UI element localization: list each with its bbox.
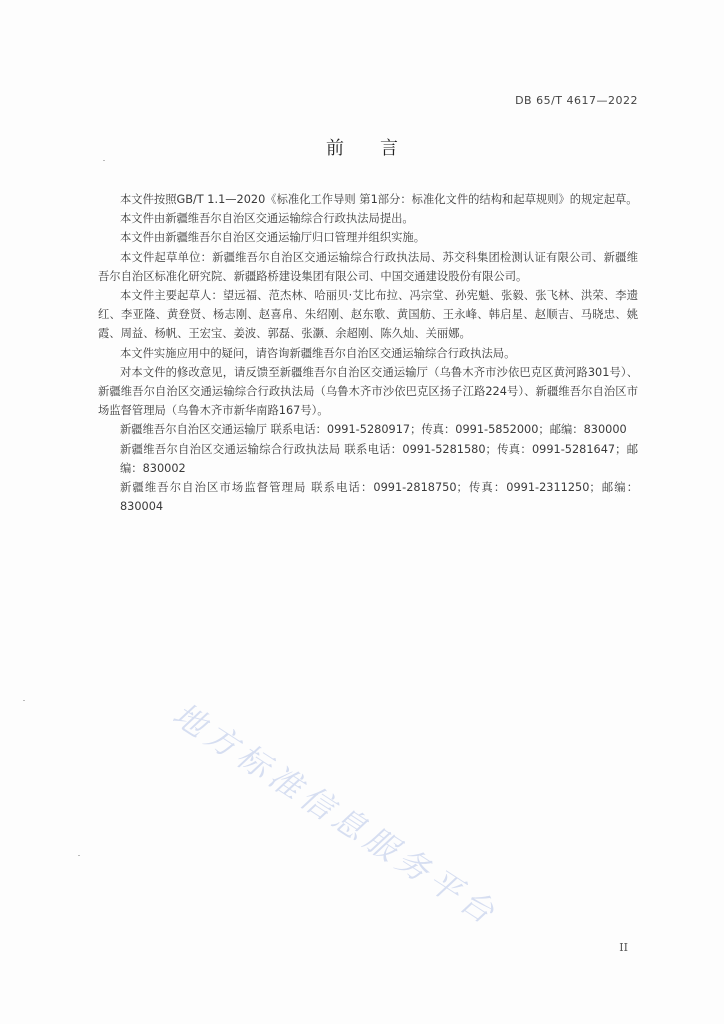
paragraph-drafting-rules: 本文件按照GB/T 1.1—2020《标准化工作导则 第1部分：标准化文件的结构和起草规则》的规定起草。 <box>120 193 638 206</box>
scan-speck <box>78 855 80 856</box>
page-title: 前言 <box>326 138 434 159</box>
watermark-text: 地方标准信息服务平台 <box>166 695 506 934</box>
document-code: DB 65/T 4617—2022 <box>515 94 638 107</box>
contact-transport-department: 新疆维吾尔自治区交通运输厅 联系电话：0991-5280917；传真：0991-5852000；邮编：830000 <box>120 423 627 437</box>
contact-enforcement-bureau: 新疆维吾尔自治区交通运输综合行政执法局 联系电话：0991-5281580；传真：0991-5281647；邮编：830002 <box>120 442 638 475</box>
page-number: II <box>619 941 628 954</box>
foreword-body <box>98 190 638 516</box>
paragraph-administrator: 本文件由新疆维吾尔自治区交通运输厅归口管理并组织实施。 <box>120 231 426 245</box>
paragraph-drafters: 本文件主要起草人：望远福、范杰林、哈丽贝·艾比布拉、冯宗堂、孙宪魁、张毅、张飞林、洪荣、李遗红、李亚隆、黄登贤、杨志刚、赵喜帛、朱绍刚、赵东歌、黄国舫、王永峰、韩启星、赵顺吉、马晓忠、姚霞、周益、杨帆、王宏宝、姜波、郭磊、张灏、余超刚、陈久灿、关丽娜。 <box>98 289 638 341</box>
paragraph-feedback: 对本文件的修改意见，请反馈至新疆维吾尔自治区交通运输厅（乌鲁木齐市沙依巴克区黄河路301号）、新疆维吾尔自治区交通运输综合行政执法局（乌鲁木齐市沙依巴克区扬子江路224号）、新疆维吾尔自治区市场监督管理局（乌鲁木齐市新华南路167号）。 <box>98 365 638 418</box>
paragraph-drafting-units: 本文件起草单位：新疆维吾尔自治区交通运输综合行政执法局、苏交科集团检测认证有限公司、新疆维吾尔自治区标准化研究院、新疆路桥建设集团有限公司、中国交通建设股份有限公司。 <box>98 250 638 283</box>
scan-speck <box>23 700 25 701</box>
paragraph-proposer: 本文件由新疆维吾尔自治区交通运输综合行政执法局提出。 <box>120 212 414 226</box>
scan-speck <box>103 160 105 161</box>
contact-market-supervision: 新疆维吾尔自治区市场监督管理局 联系电话：0991-2818750；传真：0991-2311250；邮编：830004 <box>120 481 638 514</box>
paragraph-inquiries: 本文件实施应用中的疑问，请咨询新疆维吾尔自治区交通运输综合行政执法局。 <box>120 346 516 360</box>
